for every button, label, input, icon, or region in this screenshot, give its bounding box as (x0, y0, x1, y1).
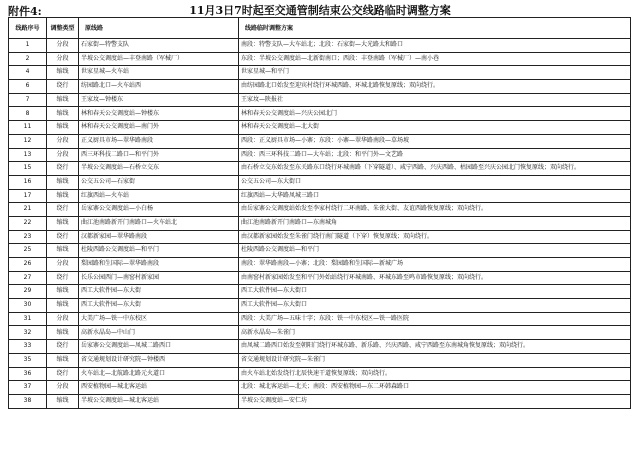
adjust-type-cell: 分段 (47, 312, 79, 326)
adjust-type-cell: 绕行 (47, 162, 79, 176)
table-row (9, 326, 631, 340)
table-row (9, 121, 631, 135)
original-route-cell: 正义厨具市场—翠华路南段 (79, 134, 239, 148)
route-number-cell: 15 (9, 162, 47, 176)
temp-plan-cell: 高新水晶岛—朱雀门 (239, 326, 631, 340)
adjust-type-cell: 缩线 (47, 175, 79, 189)
table-header-row (9, 18, 631, 39)
temp-plan-cell: 红旗西站—大华路凤城三路口 (239, 189, 631, 203)
original-route-cell: 岳家寨公交调度站—小白杨 (79, 203, 239, 217)
route-number-cell: 2 (9, 52, 47, 66)
original-route-cell: 王家坟—钟楼东 (79, 93, 239, 107)
route-number-cell: 31 (9, 312, 47, 326)
original-route-cell: 林和春天公交调度站—南门外 (79, 121, 239, 135)
attachment-label: 附件4: (8, 5, 42, 18)
route-number-cell: 36 (9, 367, 47, 381)
adjust-type-cell: 缩线 (47, 66, 79, 80)
route-number-cell: 35 (9, 353, 47, 367)
temp-plan-cell: 西工大软件园—东大街口 (239, 299, 631, 313)
adjust-type-cell: 缩线 (47, 189, 79, 203)
route-number-cell: 27 (9, 271, 47, 285)
route-number-cell: 13 (9, 148, 47, 162)
table-row (9, 258, 631, 272)
temp-plan-cell: 西段：大美广场—五味十字；东段：铁一中东校区—铁一路医院 (239, 312, 631, 326)
route-number-cell: 6 (9, 80, 47, 94)
adjust-type-cell: 缩线 (47, 107, 79, 121)
table-row (9, 230, 631, 244)
temp-plan-cell: 西段：西三环科技二路口—大车站；北段：和平门外—文艺路 (239, 148, 631, 162)
adjust-type-cell: 分段 (47, 52, 79, 66)
original-route-cell: 石家街—特警支队 (79, 39, 239, 53)
route-number-cell: 11 (9, 121, 47, 135)
original-route-cell: 梨园路和生国际—翠华路南段 (79, 258, 239, 272)
temp-plan-cell: 世家星城—和平门 (239, 66, 631, 80)
route-number-cell: 12 (9, 134, 47, 148)
table-row (9, 244, 631, 258)
original-route-cell: 纺园路北口—火车站西 (79, 80, 239, 94)
route-number-cell: 7 (9, 93, 47, 107)
route-number-cell: 16 (9, 175, 47, 189)
adjust-type-cell: 分段 (47, 39, 79, 53)
header-temp-plan: 线路临时调整方案 (239, 18, 631, 39)
table-row (9, 148, 631, 162)
table-row (9, 189, 631, 203)
table-row (9, 66, 631, 80)
adjust-type-cell: 缩线 (47, 394, 79, 408)
route-number-cell: 1 (9, 39, 47, 53)
original-route-cell: 半坡公交调度站—石桥立交东 (79, 162, 239, 176)
temp-plan-cell: 由凤城二路西口始发至朝阳门绕行环城东路、新乐路、兴庆西路、咸宁西路至东南城角恢复原线；双向绕行。 (239, 340, 631, 354)
route-number-cell: 4 (9, 66, 47, 80)
temp-plan-cell: 半坡公交调度站—安仁坊 (239, 394, 631, 408)
adjust-type-cell: 缩线 (47, 326, 79, 340)
route-number-cell: 8 (9, 107, 47, 121)
adjust-type-cell: 绕行 (47, 203, 79, 217)
route-number-cell: 38 (9, 394, 47, 408)
route-adjustment-table (8, 17, 631, 409)
route-number-cell: 37 (9, 381, 47, 395)
original-route-cell: 西安植物园—城北客运站 (79, 381, 239, 395)
adjust-type-cell: 绕行 (47, 271, 79, 285)
table-row (9, 216, 631, 230)
adjust-type-cell: 分段 (47, 381, 79, 395)
table-row (9, 312, 631, 326)
route-number-cell: 25 (9, 244, 47, 258)
adjust-type-cell: 缩线 (47, 285, 79, 299)
temp-plan-cell: 西工大软件园—东大街口 (239, 285, 631, 299)
temp-plan-cell: 曲江池南路新开门南路口—东南城角 (239, 216, 631, 230)
header-original-route: 原线路 (79, 18, 239, 39)
route-number-cell: 22 (9, 216, 47, 230)
table-row (9, 271, 631, 285)
adjust-type-cell: 缩线 (47, 216, 79, 230)
table-row (9, 203, 631, 217)
table-body (9, 39, 631, 409)
adjust-type-cell: 缩线 (47, 353, 79, 367)
temp-plan-cell: 由汉都新家园始发至朱雀门绕行南门隧道（下穿）恢复原线；双向绕行。 (239, 230, 631, 244)
route-number-cell: 26 (9, 258, 47, 272)
original-route-cell: 高新水晶岛—中山门 (79, 326, 239, 340)
header-adjust-type: 调整类型 (47, 18, 79, 39)
adjust-type-cell: 分段 (47, 258, 79, 272)
adjust-type-cell: 绕行 (47, 340, 79, 354)
route-number-cell: 17 (9, 189, 47, 203)
temp-plan-cell: 王家坟—陕报社 (239, 93, 631, 107)
original-route-cell: 公交五公司—石家街 (79, 175, 239, 189)
original-route-cell: 西三环科技二路口—和平门外 (79, 148, 239, 162)
route-number-cell: 32 (9, 326, 47, 340)
original-route-cell: 汉都新家园—翠华路南段 (79, 230, 239, 244)
temp-plan-cell: 林和春天公交调度站—北大街 (239, 121, 631, 135)
table-row (9, 381, 631, 395)
route-number-cell: 33 (9, 340, 47, 354)
temp-plan-cell: 东段：半坡公交调度站—北新街南口；西段：丰登南路（军械厂）—南小巷 (239, 52, 631, 66)
route-number-cell: 29 (9, 285, 47, 299)
adjust-type-cell: 绕行 (47, 367, 79, 381)
temp-plan-cell: 由石桥立交东始发至东关路东口绕行环城南路（下穿隧道）、咸宁西路、兴庆西路、枯园路至兴庆公园北门恢复原线；双向绕行。 (239, 162, 631, 176)
table-row (9, 39, 631, 53)
original-route-cell: 林和春天公交调度站—钟楼东 (79, 107, 239, 121)
original-route-cell: 西工大软件园—东大街 (79, 285, 239, 299)
original-route-cell: 岳家寨公交调度站—凤城二路西口 (79, 340, 239, 354)
temp-plan-cell: 林和春天公交调度站—兴庆公园北门 (239, 107, 631, 121)
adjust-type-cell: 缩线 (47, 121, 79, 135)
original-route-cell: 世家星城—火车站 (79, 66, 239, 80)
temp-plan-cell: 由南窑村新家园始发至和平门外始站绕行环城南路、环城东路至鸣市路恢复原线；双向绕行。 (239, 271, 631, 285)
document-title: 11月3日7时起至交通管制结束公交线路临时调整方案 (189, 4, 451, 17)
route-number-cell: 23 (9, 230, 47, 244)
original-route-cell: 大美广场—铁一中东校区 (79, 312, 239, 326)
original-route-cell: 西工大软件园—东大街 (79, 299, 239, 313)
original-route-cell: 杜陵西路公交调度站—和平门 (79, 244, 239, 258)
original-route-cell: 曲江池南路新开门南路口—火车站北 (79, 216, 239, 230)
adjust-type-cell: 绕行 (47, 80, 79, 94)
temp-plan-cell: 省交通规划设计研究院—朱雀门 (239, 353, 631, 367)
adjust-type-cell: 缩线 (47, 244, 79, 258)
temp-plan-cell: 由纺园路北口始发至迎宾村绕行环城西路、环城北路恢复原线；双向绕行。 (239, 80, 631, 94)
original-route-cell: 半坡公交调度站—城北客运站 (79, 394, 239, 408)
table-row (9, 52, 631, 66)
temp-plan-cell: 由火车站北始发绕行北辰快速干道恢复原线；双向绕行。 (239, 367, 631, 381)
original-route-cell: 火车站北—北航路北路元火道口 (79, 367, 239, 381)
adjust-type-cell: 绕行 (47, 230, 79, 244)
adjust-type-cell: 分段 (47, 148, 79, 162)
temp-plan-cell: 杜陵西路公交调度站—和平门 (239, 244, 631, 258)
temp-plan-cell: 南段：翠华路南段—小寨；北段：梨园路和生国际—新城广场 (239, 258, 631, 272)
table-row (9, 80, 631, 94)
temp-plan-cell: 公交五公司—东大街口 (239, 175, 631, 189)
table-row (9, 107, 631, 121)
original-route-cell: 半坡公交调度站—丰登南路（军械厂） (79, 52, 239, 66)
temp-plan-cell: 北段：城北客运站—北关；南段：西安植物园—东二环韩森路口 (239, 381, 631, 395)
original-route-cell: 长乐公园西门—南窑村新家园 (79, 271, 239, 285)
adjust-type-cell: 缩线 (47, 93, 79, 107)
route-number-cell: 21 (9, 203, 47, 217)
adjust-type-cell: 缩线 (47, 299, 79, 313)
table-row (9, 340, 631, 354)
header-route-number: 线路序号 (9, 18, 47, 39)
original-route-cell: 省交通规划设计研究院—钟楼西 (79, 353, 239, 367)
route-number-cell: 30 (9, 299, 47, 313)
table-row (9, 353, 631, 367)
temp-plan-cell: 南段：特警支队—大车站北；北段：石家街—大光路太和路口 (239, 39, 631, 53)
temp-plan-cell: 由岳家寨公交调度站始发至李家村绕行二环南路、朱雀大街、友谊西路恢复原线；双向绕行。 (239, 203, 631, 217)
original-route-cell: 红旗西站—火车站 (79, 189, 239, 203)
table-row (9, 93, 631, 107)
table-row (9, 299, 631, 313)
table-row (9, 367, 631, 381)
table-row (9, 134, 631, 148)
table-row (9, 285, 631, 299)
table-row (9, 162, 631, 176)
table-row (9, 394, 631, 408)
table-row (9, 175, 631, 189)
temp-plan-cell: 西段：正义厨具市场—小寨；东段：小寨—翠华路南段—草场坡 (239, 134, 631, 148)
adjust-type-cell: 分段 (47, 134, 79, 148)
